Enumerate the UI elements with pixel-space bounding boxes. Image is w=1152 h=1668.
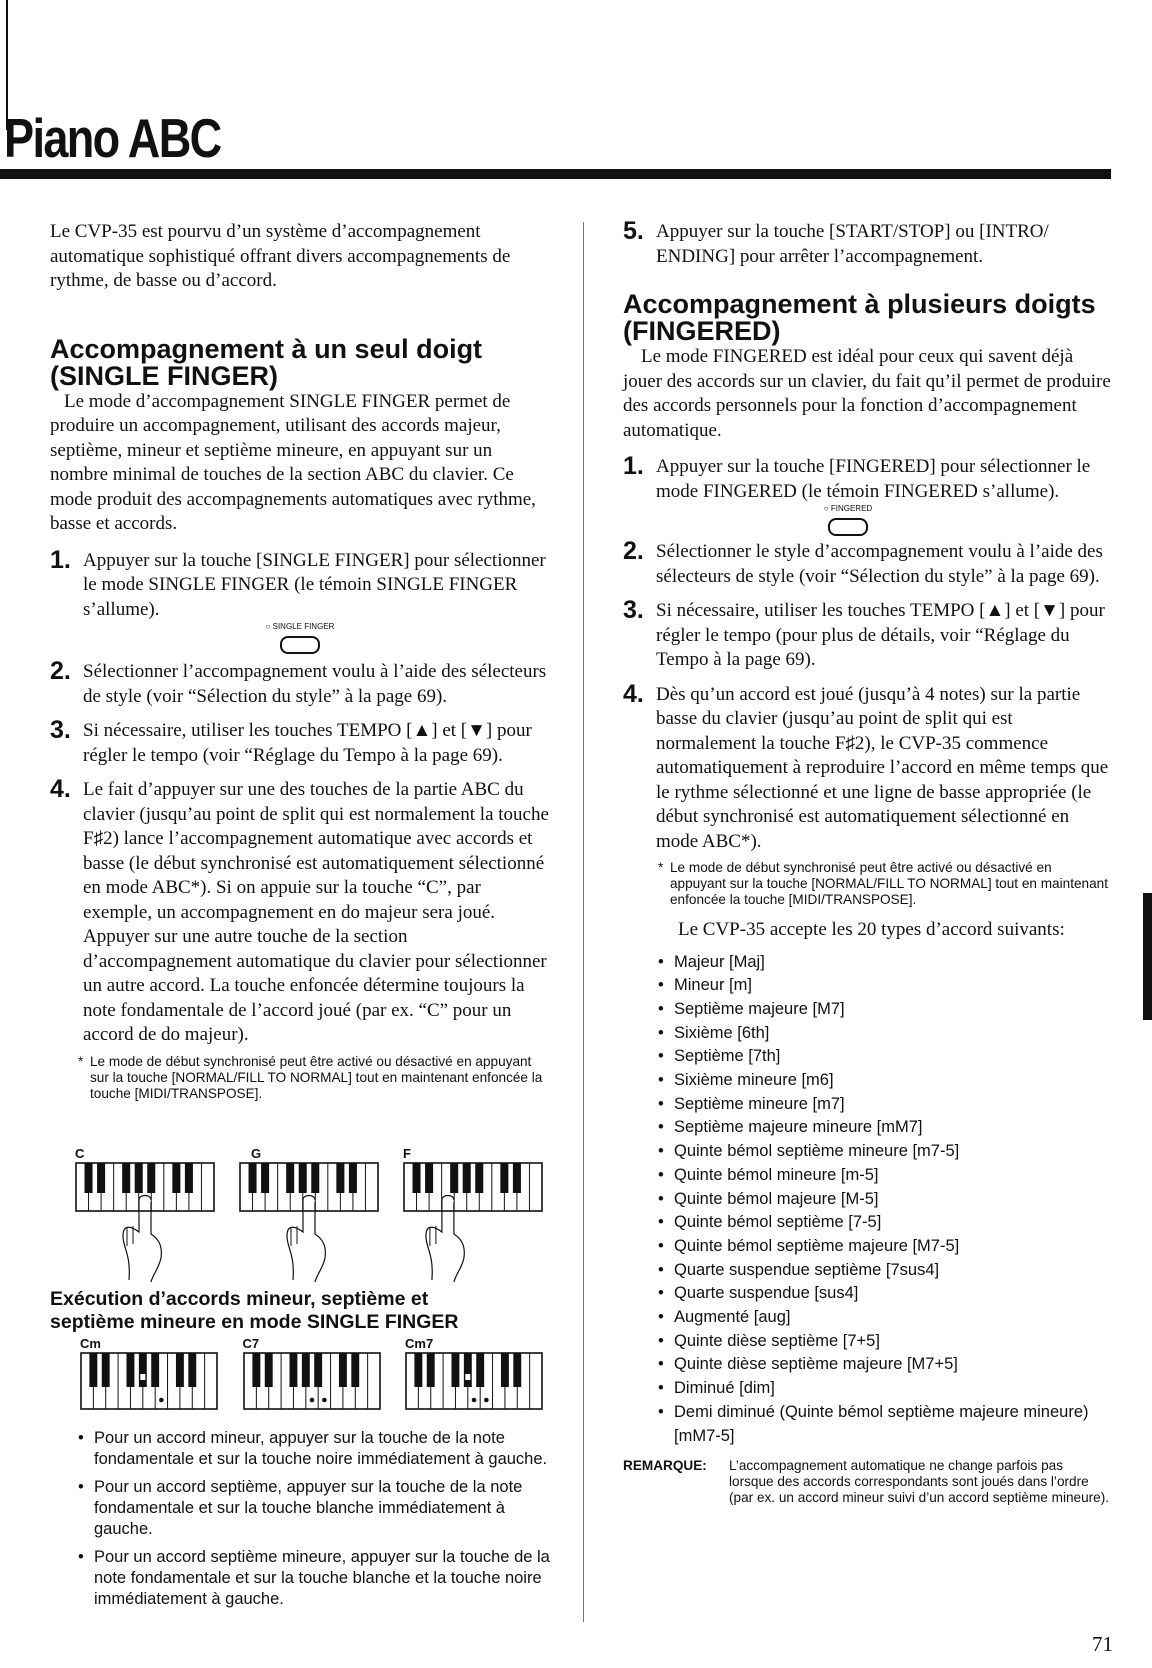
bullet: • xyxy=(658,1402,664,1421)
bullet: • xyxy=(658,1165,664,1184)
chord-type-item xyxy=(658,1377,1111,1401)
step-number: 1. xyxy=(50,545,71,574)
chord-bullets xyxy=(78,1428,553,1610)
indicator-label-text: SINGLE FINGER xyxy=(272,622,335,631)
major-chord-illustrations xyxy=(75,1147,545,1289)
single-finger-button-icon xyxy=(280,636,320,654)
intro-paragraph: Le CVP-35 est pourvu d’un système d’accompagnement automatique sophistiqué offrant divers accompagnements de rythme, de basse ou d’accord. xyxy=(50,221,511,291)
single-finger-indicator xyxy=(240,622,360,654)
keyboard-hand-icon xyxy=(239,1162,381,1284)
left-column xyxy=(50,220,550,1102)
step-4 xyxy=(50,775,550,1048)
step-text: Appuyer sur la touche [SINGLE FINGER] pour sélectionner le mode SINGLE FINGER (le témoin SINGLE FINGER s’allume). xyxy=(83,549,546,620)
section-heading-fingered xyxy=(623,291,1111,345)
bullet-text: Pour un accord septième, appuyer sur la touche de la note fondamentale et sur la touche blanche immédiatement à gauche. xyxy=(94,1478,523,1538)
minor-chord-illustrations xyxy=(80,1337,545,1419)
bullet: • xyxy=(658,1284,664,1303)
list-item xyxy=(78,1428,553,1470)
chord-type-item xyxy=(658,1401,1111,1448)
step-number: 1. xyxy=(623,452,644,480)
chord-type-text: Mineur [m] xyxy=(674,976,752,995)
step-1 xyxy=(50,545,550,623)
step-4 xyxy=(623,679,1111,855)
step-3 xyxy=(50,716,550,768)
chord-type-item xyxy=(658,1235,1111,1259)
heading-line: (SINGLE FINGER) xyxy=(50,360,278,391)
heading-line: Accompagnement à un seul doigt xyxy=(50,333,483,364)
indicator-label-text: FINGERED xyxy=(830,504,873,513)
chord-type-item xyxy=(658,1045,1111,1069)
fingered-indicator xyxy=(788,504,908,536)
bullet: • xyxy=(658,1047,664,1066)
bullet: • xyxy=(658,1118,664,1137)
chord-type-item xyxy=(658,974,1111,998)
bullet-text: Pour un accord mineur, appuyer sur la touche de la note fondamentale et sur la touche noire immédiatement à gauche. xyxy=(94,1429,548,1468)
page-number: 71 xyxy=(1092,1632,1113,1656)
step-number: 3. xyxy=(623,596,644,624)
chord-type-item xyxy=(658,1211,1111,1235)
step-number: 4. xyxy=(50,775,71,803)
thumb-index-tab xyxy=(1143,893,1152,1020)
bullet: • xyxy=(658,1189,664,1208)
chord-type-text: Quinte dièse septième [7+5] xyxy=(674,1331,880,1350)
chord-type-text: Quinte bémol septième majeure [M7-5] xyxy=(674,1236,960,1255)
keyboard-cm xyxy=(80,1337,220,1419)
step-2 xyxy=(623,537,1111,589)
chord-type-item xyxy=(658,1330,1111,1354)
keyboard-icon xyxy=(80,1352,220,1414)
chord-type-text: Quinte dièse septième majeure [M7+5] xyxy=(674,1355,958,1374)
chord-label: Cm7 xyxy=(405,1336,434,1351)
chord-type-item xyxy=(658,1022,1111,1046)
step-number: 2. xyxy=(623,537,644,565)
minor-chords-section xyxy=(50,1288,550,1334)
chord-type-text: Septième [7th] xyxy=(674,1047,781,1066)
step-2 xyxy=(50,657,550,709)
step-text: Sélectionner l’accompagnement voulu à l’aide des sélecteurs de style (voir “Sélection du style” à la page 69). xyxy=(83,661,547,707)
chord-type-text: Sixième [6th] xyxy=(674,1023,770,1042)
heading-line: (FINGERED) xyxy=(623,316,781,346)
bullet: • xyxy=(658,1331,664,1350)
heading-line: Accompagnement à plusieurs doigts xyxy=(623,289,1096,319)
fingered-paragraph: Le mode FINGERED est idéal pour ceux qui savent déjà jouer des accords sur un clavier, du fait qu’il permet de produire des accords personnels pour la fonction d’accompagnement automatique. xyxy=(623,346,1111,441)
keyboard-label: C xyxy=(75,1146,85,1161)
subheading-line: Exécution d’accords mineur, septième et xyxy=(50,1288,429,1310)
step-text: Si nécessaire, utiliser les touches TEMPO [▲] et [▼] pour régler le tempo (voir “Réglage du Tempo à la page 69). xyxy=(83,720,532,766)
chord-type-text: Majeur [Maj] xyxy=(674,952,765,971)
remark-text: L’accompagnement automatique ne change parfois pas lorsque des accords correspondants sont joués dans l’ordre (par ex. un accord mineur suivi d’un accord septième mineure). xyxy=(729,1458,1110,1506)
chord-type-item xyxy=(658,1093,1111,1117)
step-text: Le fait d’appuyer sur une des touches de la partie ABC du clavier (jusqu’au point de split qui est normalement la touche F♯2) lance l’accompagnement automatique avec accords et basse (le début synchronisé est automatiquement sélectionné en mode ABC*). Si on appuie sur la touche “C”, par exemple, un accompagnement en do majeur sera joué. Appuyer sur une autre touche de la section d’accompagnement automatique du clavier pour sélectionner un autre accord. La touche enfoncée détermine toujours la note fondamentale de l’accord joué (par ex. “C” pour un accord de do majeur). xyxy=(83,779,549,1045)
list-item xyxy=(78,1477,553,1540)
chord-type-text: Septième majeure [M7] xyxy=(674,999,845,1018)
list-item xyxy=(78,1547,553,1610)
chord-types-intro: Le CVP-35 accepte les 20 types d’accord suivants: xyxy=(678,919,1065,940)
chord-type-text: Septième mineure [m7] xyxy=(674,1094,845,1113)
chord-type-item xyxy=(658,1116,1111,1140)
bullet: • xyxy=(658,1142,664,1161)
keyboard-label: F xyxy=(403,1146,411,1161)
bullet: • xyxy=(78,1548,84,1566)
step-number: 4. xyxy=(623,679,644,708)
keyboard-cm7 xyxy=(405,1337,545,1419)
chord-type-text: Quarte suspendue [sus4] xyxy=(674,1284,859,1303)
bullet: • xyxy=(658,1355,664,1374)
bullet: • xyxy=(658,999,664,1018)
step-5 xyxy=(623,217,1111,269)
footnote-mark: * xyxy=(78,1053,84,1069)
bullet: • xyxy=(658,1379,664,1398)
chord-type-text: Augmenté [aug] xyxy=(674,1308,791,1327)
section-heading-single-finger xyxy=(50,333,550,391)
keyboard-f xyxy=(403,1147,545,1289)
remark xyxy=(623,1458,1111,1506)
chord-type-item xyxy=(658,1282,1111,1306)
single-finger-paragraph: Le mode d’accompagnement SINGLE FINGER permet de produire un accompagnement, utilisant des accords majeur, septième, mineur et septième mineure, en appuyant sur un nombre minimal de touches de la section ABC du clavier. Ce mode produit des accompagnements automatiques avec rythme, basse et accords. xyxy=(50,390,536,534)
subheading-line: septième mineure en mode SINGLE FINGER xyxy=(50,1311,459,1333)
keyboard-icon xyxy=(243,1352,383,1414)
chord-type-text: Diminué [dim] xyxy=(674,1379,775,1398)
chord-label: C7 xyxy=(242,1336,260,1351)
bullet: • xyxy=(658,952,664,971)
remark-label: REMARQUE: xyxy=(623,1458,707,1474)
step-number: 5. xyxy=(623,217,644,245)
right-column xyxy=(623,217,1111,1506)
bullet: • xyxy=(78,1429,84,1447)
step-number: 3. xyxy=(50,716,71,744)
chord-type-text: Sixième mineure [m6] xyxy=(674,1071,834,1090)
footnote-text: Le mode de début synchronisé peut être activé ou désactivé en appuyant sur la touche [NORMAL/FILL TO NORMAL] tout en maintenant enfoncée la touche [MIDI/TRANSPOSE]. xyxy=(90,1053,543,1101)
chord-type-text: Quinte bémol majeure [M-5] xyxy=(674,1189,879,1208)
keyboard-g xyxy=(239,1147,381,1289)
column-divider xyxy=(583,222,584,1622)
bullet: • xyxy=(658,1308,664,1327)
chord-type-text: Quinte bémol septième [7-5] xyxy=(674,1213,882,1232)
keyboard-icon xyxy=(405,1352,545,1414)
chord-type-item xyxy=(658,951,1111,975)
keyboard-hand-icon xyxy=(403,1162,545,1284)
chord-type-item xyxy=(658,1259,1111,1283)
keyboard-c7 xyxy=(243,1337,383,1419)
step-text: Appuyer sur la touche [START/STOP] ou [INTRO/ ENDING] pour arrêter l’accompagnement. xyxy=(656,221,1049,267)
bullet: • xyxy=(658,1213,664,1232)
indicator-label: ○ FINGERED xyxy=(823,504,873,513)
footnote xyxy=(50,1054,550,1102)
step-number: 2. xyxy=(50,657,71,685)
subheading-minor-seventh xyxy=(50,1288,550,1334)
chord-type-text: Quinte bémol septième mineure [m7-5] xyxy=(674,1142,960,1161)
step-text: Dès qu’un accord est joué (jusqu’à 4 notes) sur la partie basse du clavier (jusqu’au point de split qui est normalement la touche F♯2), le CVP-35 commence automatiquement à reproduire l’accord en même temps que le rythme sélectionné et une ligne de basse appropriée (le début synchronisé est automatiquement sélectionné en mode ABC*). xyxy=(656,683,1109,852)
chord-type-item xyxy=(658,1306,1111,1330)
step-1 xyxy=(623,452,1111,504)
title-rule xyxy=(0,169,1111,179)
chord-label: Cm xyxy=(80,1336,101,1351)
keyboard-hand-icon xyxy=(75,1162,217,1284)
bullet: • xyxy=(658,1236,664,1255)
bullet: • xyxy=(658,1094,664,1113)
chord-type-item xyxy=(658,1188,1111,1212)
fingered-button-icon xyxy=(828,518,868,536)
chord-type-item xyxy=(658,1164,1111,1188)
page-title: Piano ABC xyxy=(4,107,221,169)
chord-type-text: Quinte bémol mineure [m-5] xyxy=(674,1165,879,1184)
chord-type-item xyxy=(658,1353,1111,1377)
step-3 xyxy=(623,596,1111,673)
bullet: • xyxy=(658,976,664,995)
chord-type-item xyxy=(658,998,1111,1022)
keyboard-label: G xyxy=(251,1146,262,1161)
bullet-text: Pour un accord septième mineure, appuyer sur la touche de la note fondamentale et sur la touche blanche et la touche noire immédiatement à gauche. xyxy=(94,1548,550,1608)
chord-type-item xyxy=(658,1069,1111,1093)
chord-type-text: Quarte suspendue septième [7sus4] xyxy=(674,1260,940,1279)
bullet: • xyxy=(658,1260,664,1279)
footnote-text: Le mode de début synchronisé peut être activé ou désactivé en appuyant sur la touche [NORMAL/FILL TO NORMAL] tout en maintenant enfoncée la touche [MIDI/TRANSPOSE]. xyxy=(670,860,1108,907)
bullet: • xyxy=(658,1023,664,1042)
footnote xyxy=(623,860,1111,908)
bullet: • xyxy=(78,1478,84,1496)
step-text: Appuyer sur la touche [FINGERED] pour sélectionner le mode FINGERED (le témoin FINGERED s’allume). xyxy=(656,456,1091,502)
chord-type-text: Septième majeure mineure [mM7] xyxy=(674,1118,923,1137)
step-text: Si nécessaire, utiliser les touches TEMPO [▲] et [▼] pour régler le tempo (pour plus de détails, voir “Réglage du Tempo à la page 69). xyxy=(656,600,1105,670)
step-text: Sélectionner le style d’accompagnement voulu à l’aide des sélecteurs de style (voir “Sélection du style” à la page 69). xyxy=(656,541,1103,587)
keyboard-c xyxy=(75,1147,217,1289)
footnote-mark: * xyxy=(658,860,664,875)
bullet: • xyxy=(658,1071,664,1090)
chord-type-item xyxy=(658,1140,1111,1164)
indicator-label: ○ SINGLE FINGER xyxy=(265,622,335,631)
chord-type-text: Demi diminué (Quinte bémol septième majeure mineure) [mM7-5] xyxy=(674,1402,1089,1445)
chord-types-list xyxy=(623,951,1111,1449)
